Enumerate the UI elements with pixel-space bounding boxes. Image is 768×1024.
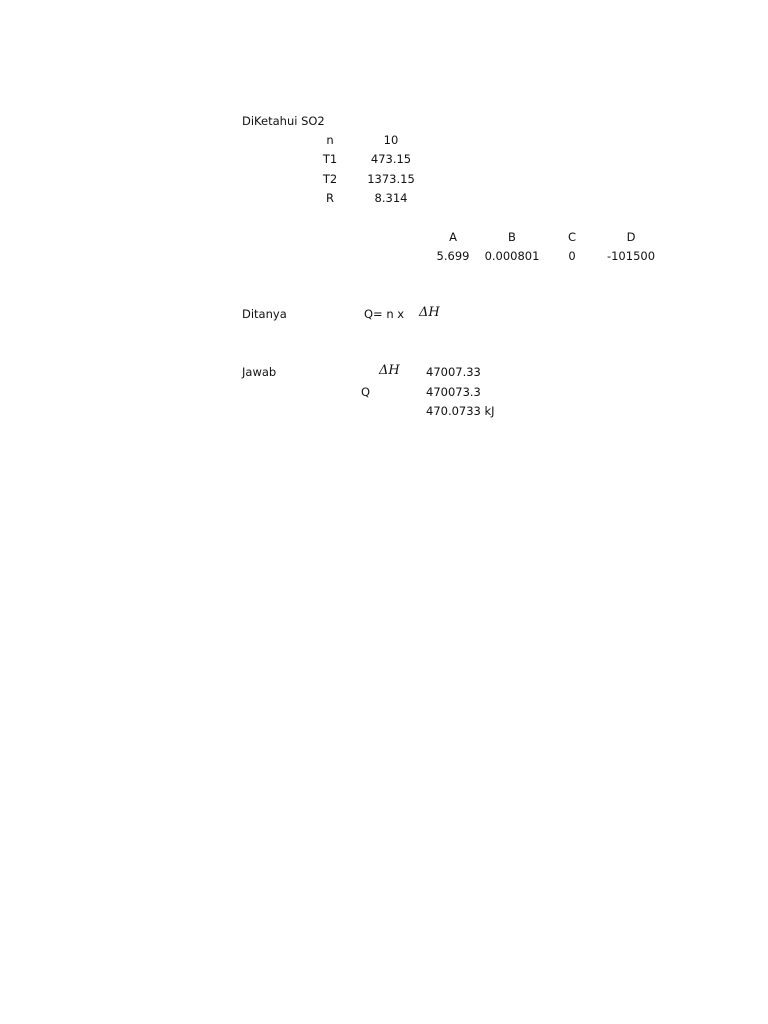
constant-header-a: A [449, 230, 457, 244]
constant-value-a: 5.699 [436, 249, 470, 263]
answer-q-value: 470073.3 [426, 385, 481, 399]
asked-formula: Q= n x [364, 307, 405, 321]
delta-h-symbol: ΔH [419, 305, 440, 320]
known-value-t1: 473.15 [370, 152, 412, 166]
answer-q-value-kj: 470.0733 kJ [426, 404, 495, 418]
constant-value-c: 0 [568, 249, 576, 263]
known-value-t2: 1373.15 [367, 172, 415, 186]
constant-value-d: -101500 [606, 249, 656, 263]
constant-value-b: 0.000801 [484, 249, 540, 263]
answer-label: Jawab [242, 365, 277, 379]
constant-header-d: D [626, 230, 636, 244]
asked-label: Ditanya [242, 307, 287, 321]
answer-delta-h-value: 47007.33 [426, 365, 481, 379]
constant-header-b: B [508, 230, 516, 244]
known-label-t1: T1 [322, 152, 338, 166]
known-label-n: n [326, 133, 334, 147]
known-label-r: R [326, 191, 334, 205]
constant-header-c: C [567, 230, 577, 244]
known-label-t2: T2 [322, 172, 338, 186]
known-value-r: 8.314 [374, 191, 408, 205]
answer-delta-h-symbol: ΔH [379, 363, 400, 378]
answer-q-label: Q [361, 385, 371, 399]
known-value-n: 10 [383, 133, 399, 147]
known-heading: DiKetahui SO2 [242, 114, 325, 128]
